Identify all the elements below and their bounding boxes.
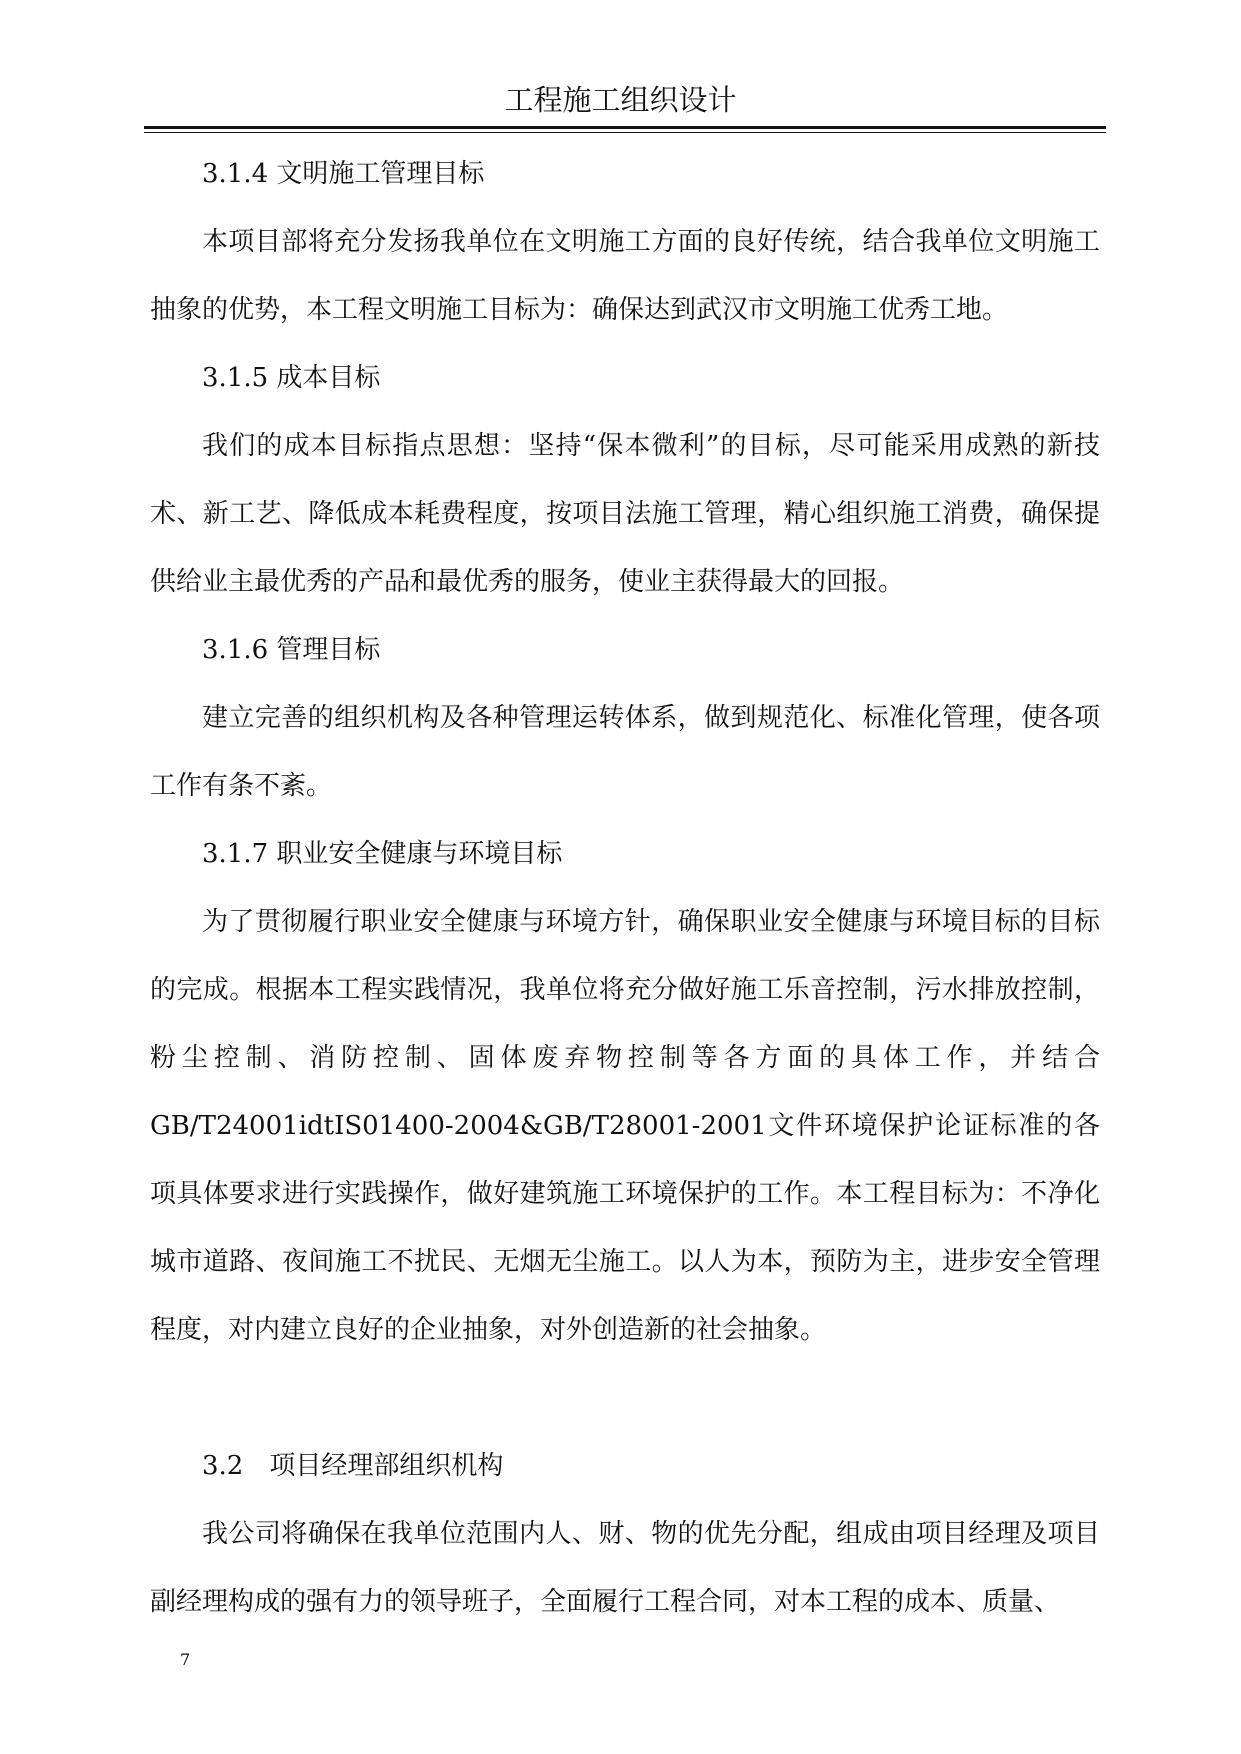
- section-heading-3-1-6: 3.1.6 管理目标: [202, 635, 381, 665]
- section-spacer: [150, 1364, 1100, 1432]
- section-paragraph-3-1-4: 本项目部将充分发扬我单位在文明施工方面的良好传统，结合我单位文明施工抽象的优势，本工程文明施工目标为：确保达到武汉市文明施工优秀工地。: [150, 227, 1100, 325]
- section-heading-3-1-5: 3.1.5 成本目标: [202, 363, 381, 393]
- section-paragraph-3-1-7: 为了贯彻履行职业安全健康与环境方针，确保职业安全健康与环境目标的目标的完成。根据本工程实践情况，我单位将充分做好施工乐音控制，污水排放控制，粉尘控制、消防控制、固体废弃物控制等各方面的具体工作，并结合GB/T24001idtIS01400-2004&GB/T28001-2001文件环境保护论证标准的各项具体要求进行实践操作，做好建筑施工环境保护的工作。本工程目标为：不净化城市道路、夜间施工不扰民、无烟无尘施工。以人为本，预防为主，进步安全管理程度，对内建立良好的企业抽象，对外创造新的社会抽象。: [150, 907, 1100, 1345]
- header-rule-thin: [144, 132, 1106, 133]
- section-heading-3-1-4: 3.1.4 文明施工管理目标: [202, 159, 485, 189]
- section-paragraph-3-1-6: 建立完善的组织机构及各种管理运转体系，做到规范化、标准化管理，使各项工作有条不紊。: [150, 703, 1100, 801]
- section-heading-3-1-7: 3.1.7 职业安全健康与环境目标: [202, 839, 563, 869]
- page-number: 7: [180, 1650, 191, 1669]
- section-heading-3-2: 3.2 项目经理部组织机构: [202, 1451, 504, 1481]
- document-body: [150, 140, 1100, 1636]
- header-rule-thick: [144, 126, 1106, 129]
- page-header-title: 工程施工组织设计: [504, 83, 737, 117]
- section-paragraph-3-2: 我公司将确保在我单位范围内人、财、物的优先分配，组成由项目经理及项目副经理构成的强有力的领导班子，全面履行工程合同，对本工程的成本、质量、: [150, 1519, 1100, 1617]
- section-paragraph-3-1-5: 我们的成本目标指点思想：坚持“保本微利”的目标，尽可能采用成熟的新技术、新工艺、降低成本耗费程度，按项目法施工管理，精心组织施工消费，确保提供给业主最优秀的产品和最优秀的服务，使业主获得最大的回报。: [150, 431, 1100, 597]
